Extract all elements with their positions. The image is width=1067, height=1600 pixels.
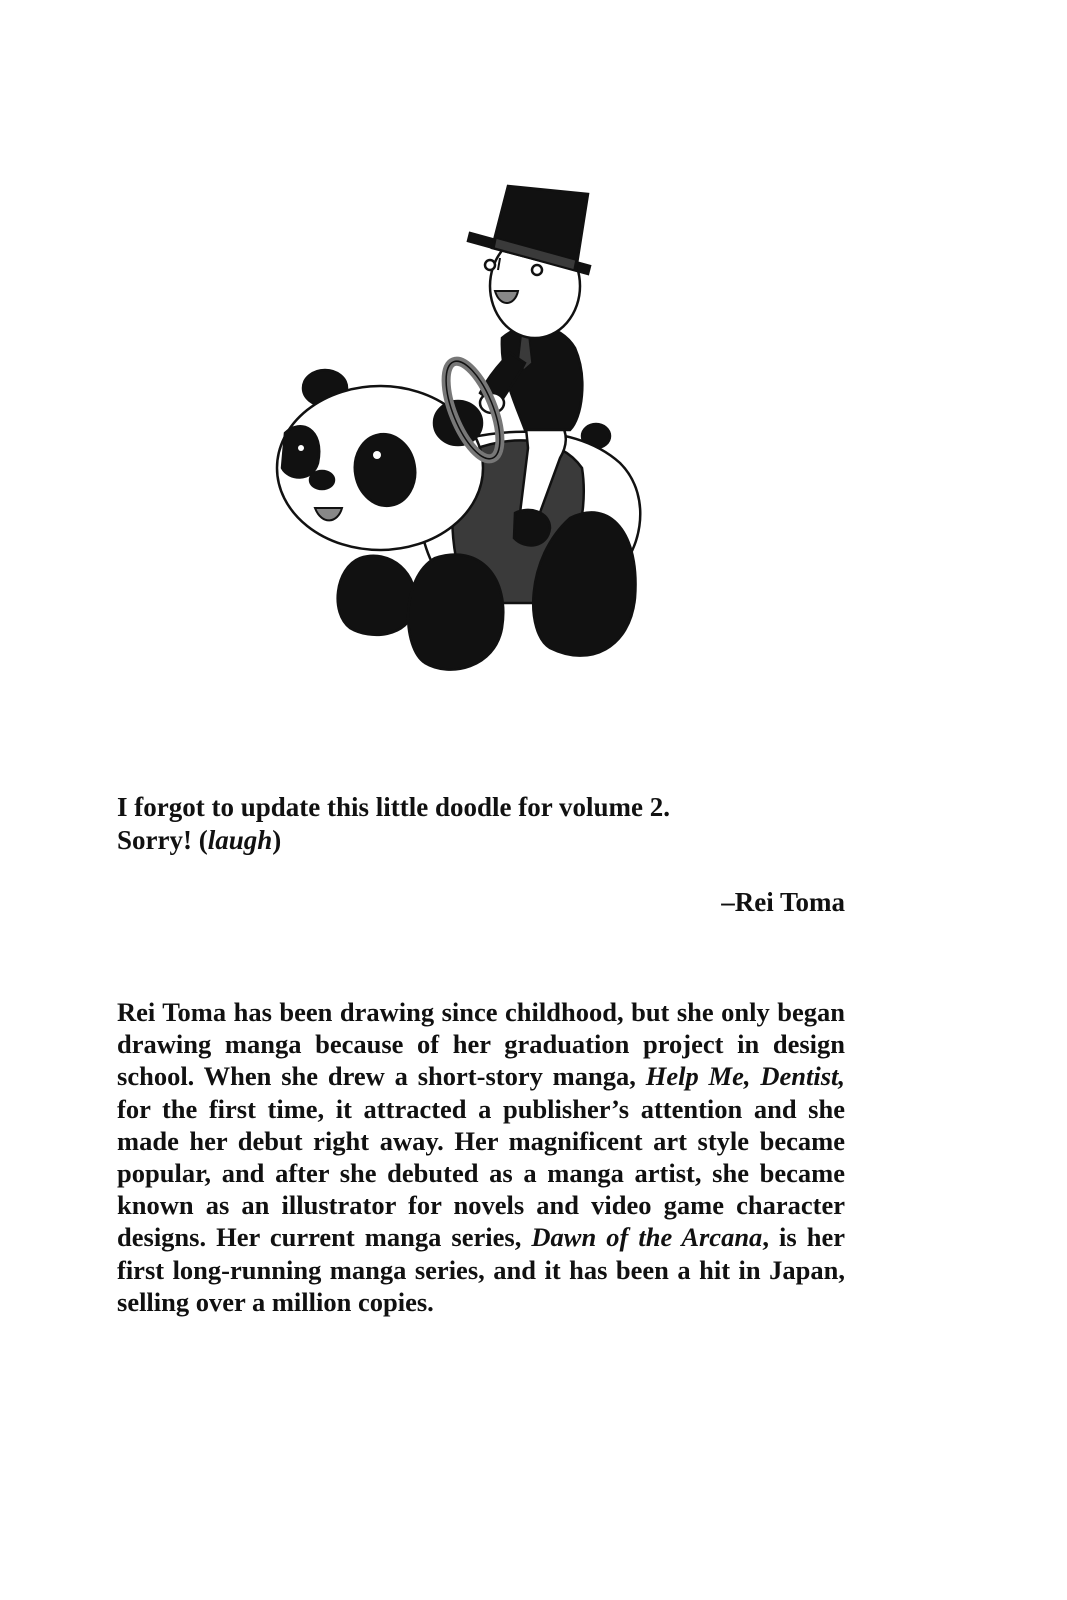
author-note-sorry: Sorry! ( bbox=[117, 825, 208, 855]
author-note bbox=[117, 791, 847, 857]
author-note-close-paren: ) bbox=[272, 825, 282, 855]
panda bbox=[277, 370, 640, 670]
author-signature: –Rei Toma bbox=[721, 887, 845, 917]
bio-text-3: , is her first long-running manga series, and it has been a hit in Japan, selling over a million copies. bbox=[117, 1222, 845, 1317]
bio-text-2: for the first time, it attracted a publisher’s attention and she made her debut right away. Her magnificent art style became popular, and after she debuted as a manga artist, she became known as an illustrator for novels and video game character designs. Her current manga series, bbox=[117, 1093, 845, 1253]
bio-text-1: Rei Toma has been drawing since childhood, but she only began drawing manga because of her graduation project in design school. When she drew a short-story manga, bbox=[117, 997, 845, 1092]
bio-title-dawn-of-the-arcana: Dawn of the Arcana bbox=[531, 1222, 763, 1253]
bio-title-help-me-dentist: Help Me, Dentist, bbox=[645, 1061, 845, 1092]
author-bio bbox=[117, 996, 845, 1318]
author-note-line-1: I forgot to update this little doodle for volume 2. bbox=[117, 792, 670, 822]
author-note-line-2 bbox=[117, 824, 847, 857]
author-bio-paragraph bbox=[117, 996, 845, 1318]
panda-rider-illustration bbox=[270, 178, 650, 678]
author-note-laugh: laugh bbox=[207, 825, 273, 855]
